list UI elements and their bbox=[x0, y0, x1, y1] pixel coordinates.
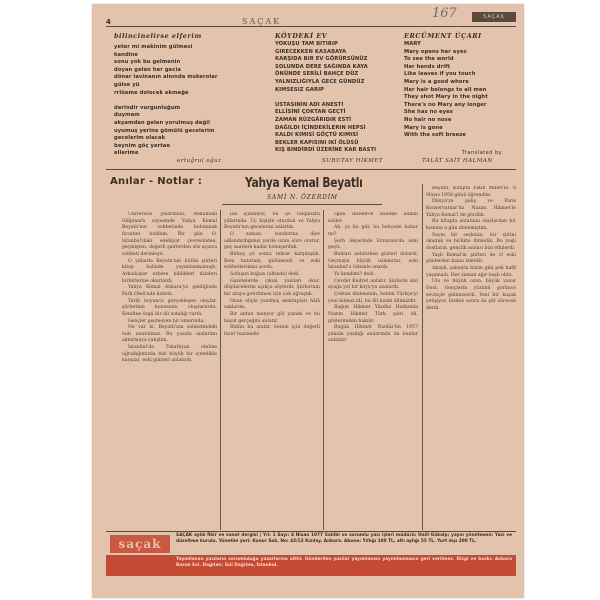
poem-line: ZAMAN RÜZGÂRIDIR ESTİ bbox=[275, 116, 352, 123]
article-paragraph: Bir antan menyor göl yazıda ve bu hayat gerçeğini anlatır. bbox=[224, 311, 320, 324]
poem-middle-signature: SURUTAY HİKMET bbox=[322, 158, 384, 164]
article-paragraph: Tarih boyunca gerçekleşen olaylar, şiirlerinin konusunu oluştururdu. Kendine özgü bir dil ustalığı vardı. bbox=[122, 298, 217, 317]
column-divider bbox=[220, 210, 221, 530]
poem-line: ÖNÜNDE SERİLİ BAHÇE DÜZ bbox=[275, 71, 359, 78]
section-label: Anılar - Notlar : bbox=[110, 176, 203, 187]
poem-line: yeter mi makinim gülmesi bbox=[114, 44, 193, 50]
poem-line: KARŞIDA BIR EV GÖRÜRSÜNÜZ bbox=[275, 56, 368, 63]
article-paragraph: Yahya Kemal Ankara'ya geldiğinde Park Oteli'nde kalırdı. bbox=[122, 285, 217, 297]
footer-logo: saçak bbox=[110, 535, 170, 553]
article-paragraph: Bağım Hikmet Yüzdüz Hakkında Nazım Hikmet Türk şairi idi, gözlerimden bakılır. bbox=[328, 305, 418, 324]
header-rule bbox=[106, 26, 516, 27]
article-paragraph: Birkaç yıl sonra tekrar karşılaştık. Beni hatırladı, gülümsedi ve eski sohbetlerimizi sordu. bbox=[224, 251, 320, 271]
article-paragraph: Cevdet Kudret anlatır. Şiirlerin dizi ayağa yol bir koyu'ya uzanırdı. bbox=[328, 278, 418, 291]
poem-line: Mary opens her eyes bbox=[404, 48, 467, 55]
footer-imprint: SAÇAK aylık fikir ve sanat dergisi | Yıl: 1 Sayı: 4 Nisan 1977 Sahibi ve sorumlu yazı işleri müdürü: Halil Gökalp; yayın yönetmeni: Yazı ve düzeltme kurulu. Yönetim yeri: Konur Sok. No: 42/13 Kızılay, Ankara. Abone: Yıllığı 100 TL, altı aylığı 55 TL. Yurt dışı 200 TL. bbox=[176, 533, 512, 545]
article-column-1 bbox=[122, 212, 217, 530]
article-column-2 bbox=[224, 212, 320, 530]
article-paragraph: Şerh ükçerinde Erzurum'da ismi geçti. bbox=[328, 238, 418, 251]
stanza-break bbox=[114, 97, 217, 105]
poem-line: GIRECEKKEN KASABAYA bbox=[275, 48, 347, 55]
article-paragraph: Onun eliyle yazılmış mektupları hâlâ saklarım. bbox=[224, 298, 320, 311]
poem-left-title: bilincinelirse elferim bbox=[114, 32, 202, 40]
article-paragraph: Abaylı, şahsıyla bizim gibi pek hafif yaşamadı. Her zaman ağır başlı oldu. bbox=[426, 265, 516, 278]
article-paragraph: Ulu ve büyük ozan, büyük yazar Dost, Gençlerin yüzünü görünce sevinçle gülümserdi. Yeni bir kuşak yetişiyor, bizden sonra da şiir sürecek derdi. bbox=[426, 279, 516, 311]
poem-line: güise yü bbox=[114, 81, 140, 88]
article-paragraph: oğan dizelerce kaleme alınan sözler. bbox=[328, 212, 418, 224]
page-number: 4 bbox=[106, 18, 111, 26]
newspaper-page bbox=[92, 4, 524, 598]
article-paragraph: İstanbul'da Tokatlıyan oteline uğradığımızda bizi büyük bir içtenlikle karşılar, eski günleri anlatırdı. bbox=[122, 345, 217, 364]
column-divider bbox=[323, 210, 324, 530]
poem-right-title: ERCÜMENT ÜÇARI bbox=[404, 32, 482, 40]
article-column-4 bbox=[426, 186, 516, 530]
article-paragraph: O yıllarda Beyatlı'nın bütün şiirleri kitap halinde yayımlanmamıştı. Arkadaşlar ezbere bildikleri dizeleri birbirlerine okurlardı. bbox=[122, 258, 217, 284]
article-paragraph: Çoktan dinlenenin, benim Türkçe'yi yeni bilmez idi, bu dil bizim dilimizdir. bbox=[328, 291, 418, 304]
poem-line: Her hands drift bbox=[404, 63, 451, 70]
poem-middle-body bbox=[275, 41, 376, 155]
poem-line: rrlüeme dolocek ekmeğe bbox=[114, 89, 189, 96]
poem-left-body bbox=[114, 44, 217, 158]
article-author: SAMİ N. ÖZERDİM bbox=[267, 194, 338, 201]
poem-line: doyan gelen her gecia bbox=[114, 66, 181, 73]
poem-line: KALDI KIMISİ GÖÇTÜ KIMISİ bbox=[275, 132, 359, 139]
poem-line: DAĞILDI İÇİNDEKİLERIN HEPSİ bbox=[275, 124, 366, 131]
title-rule bbox=[222, 204, 382, 205]
poem-line: She has no eyes bbox=[404, 109, 453, 116]
stanza-break bbox=[275, 94, 376, 102]
article-title: Yahya Kemal Beyatlı bbox=[245, 176, 363, 191]
masthead: SAÇAK bbox=[242, 17, 282, 26]
article-paragraph: Gazetelerde çıkan yazıları okur, düşüncelerini açıkça söylerdi. Şiirlerinin bir araya getirilmesi için çok uğraştık. bbox=[224, 278, 320, 297]
poem-line: uyumuş yerine gömülü gecelerim bbox=[114, 127, 215, 134]
poem-line: Mary is a good whore bbox=[404, 78, 469, 85]
poem-line: They shot Mary in the night bbox=[404, 94, 488, 101]
article-paragraph: Dünya'ya geliş ve Paris Konservatuar'da Nazım Hikmet'le Yahya Kemal'i de gördük. bbox=[426, 199, 516, 218]
poem-middle-title: KÖYDEKİ EV bbox=[275, 32, 328, 40]
article-paragraph: Sayın bir seçkinin, bir şiirini okuduk ve birlikte dinledik. Bu yaşlı dostların, gençlik anıları bizi etkilerdi. bbox=[426, 232, 516, 251]
footer-imprint-light: Yayımlanan yazıların sorumluluğu yazarlarına aittir. Gönderilen yazılar yayımlansın yayımlanmasın geri verilmez. Dizgi ve baskı: Ankara Basım Evi. Dağıtım: Gül Dağıtım, İstanbul. bbox=[176, 557, 512, 569]
poem-line: KIŞ BINDİRDİ ÜZERİNE KAR BASTI bbox=[275, 147, 377, 154]
poem-line: SOLUNDA DERE SAĞINDA KAYA bbox=[275, 63, 368, 70]
article-paragraph: Sofuşun boğazı (altında) dedi. bbox=[230, 271, 300, 277]
article-paragraph: Bütün bu anılar, benim için değerli birer hazinedir. bbox=[224, 325, 320, 337]
article-paragraph: Bu kitapta anlatılan olaylardan bir kısmını o gün dinlemiştim. bbox=[426, 219, 516, 231]
poem-line: duymam bbox=[114, 112, 140, 119]
article-column-3 bbox=[328, 212, 418, 530]
article-paragraph: Bugün Hikmet Yüzdüz'ün 1957 yılında yazdığı anılarında da bunlar anlatılır. bbox=[328, 325, 418, 344]
poem-line: YOKUŞU TAM BITIRIP bbox=[275, 41, 338, 47]
poem-line: No hair no nose bbox=[404, 116, 452, 123]
article-paragraph: O zaman, sundurma diye adlandırdığımız yerde uzun süre oturur, geç saatlere kadar konuşurduk. bbox=[224, 231, 320, 251]
poem-line: beynim göç yertae bbox=[114, 142, 171, 149]
poem-line: gecelerim olacak bbox=[114, 135, 166, 142]
handwritten-mark: 167 bbox=[432, 6, 457, 21]
poem-line: YALNIZLIĞIYLA GECE GÜNDÜZ bbox=[275, 78, 365, 85]
article-paragraph: Gençler geçmeyen bir umarında. bbox=[128, 318, 205, 324]
poem-line: dönar lavinanın alnında mskerolar bbox=[114, 74, 218, 81]
article-paragraph: Ne var ki, Beyatlı'nın sohbetindeki tadı unutulmaz. Bu yazıda anılarımı aktarmaya çalıştım. bbox=[122, 325, 217, 344]
poem-line: MARY bbox=[404, 41, 422, 47]
article-paragraph: Ah, ya bu gül; bu bahçede bahar mı? bbox=[328, 225, 418, 237]
column-divider bbox=[422, 184, 423, 530]
article-paragraph: Yaşlı Kemal'in şiirleri de O eski günlerden kalan izlerdir. bbox=[426, 252, 516, 265]
poem-left-signature: ertuğrul oğuz bbox=[177, 158, 222, 164]
stamp-label: SAÇAK bbox=[483, 14, 505, 20]
poem-line: With the soft breeze bbox=[404, 132, 467, 139]
poem-right-translator: TALÂT SAİT HALMAN bbox=[422, 158, 493, 164]
poem-line: Like leaves if you touch bbox=[404, 71, 476, 78]
article-paragraph: Üniversite yıllarımda, Abdülbaki Gölpınarlı sayesinde Yahya Kemal Beyatlı'nın sohbetinde bulunmak fırsatını buldum. Bir gün O, İstanbul'daki edebiyat çevresinden, geçmişten, değerli şairlerden söz açınca sohbeti derinleşti. bbox=[122, 212, 217, 257]
poem-line: kandine bbox=[114, 51, 139, 58]
poem-line: BEKLER KAPISINI IKİ ÖLÜSÜ bbox=[275, 139, 359, 146]
poem-line: ellerime bbox=[114, 150, 139, 157]
article-paragraph: Ya kendimi? dedi. bbox=[334, 271, 376, 277]
article-paragraph: lan içindeydi, bu iyi Gölpınarlı yıllarında. Üç kişiyle oturduk ve Yahya Beyatlı'nın gecelerini anlattık. bbox=[224, 212, 320, 231]
poem-line: To see the world bbox=[404, 56, 454, 63]
poem-line: Her hair belongs to all men bbox=[404, 86, 487, 93]
poem-line: ELLİSİNİ ÇOKTAN GEÇTİ bbox=[275, 109, 346, 116]
poem-line: akşamdan gelen yorulmuş değil bbox=[114, 119, 211, 126]
poems-divider bbox=[106, 169, 516, 170]
poem-line: derindir vurgunluğum bbox=[114, 104, 181, 111]
poem-line: There's no Mary any longer bbox=[404, 101, 487, 108]
stamp-box bbox=[472, 12, 516, 22]
poem-line: USTASININ ADI ANESTİ bbox=[275, 101, 344, 108]
poem-line: sonu yok bu gelmenin bbox=[114, 59, 181, 66]
poem-line: Mary is gone bbox=[404, 124, 443, 131]
poem-line: KIMSESIZ GARIP bbox=[275, 86, 325, 93]
poem-right-translated-label: Translated by bbox=[462, 150, 503, 156]
article-paragraph: Beyatlı, Kitapta Fatih Millet'te, 8 Mayıs 1958 günü öğrendim. bbox=[426, 186, 516, 198]
article-paragraph: Bunları anlatırken gözleri dolardı. Geçmişin büyük isimlerini, eski İstanbul'u özlemle anardı. bbox=[328, 251, 418, 271]
poem-right-body bbox=[404, 41, 488, 140]
